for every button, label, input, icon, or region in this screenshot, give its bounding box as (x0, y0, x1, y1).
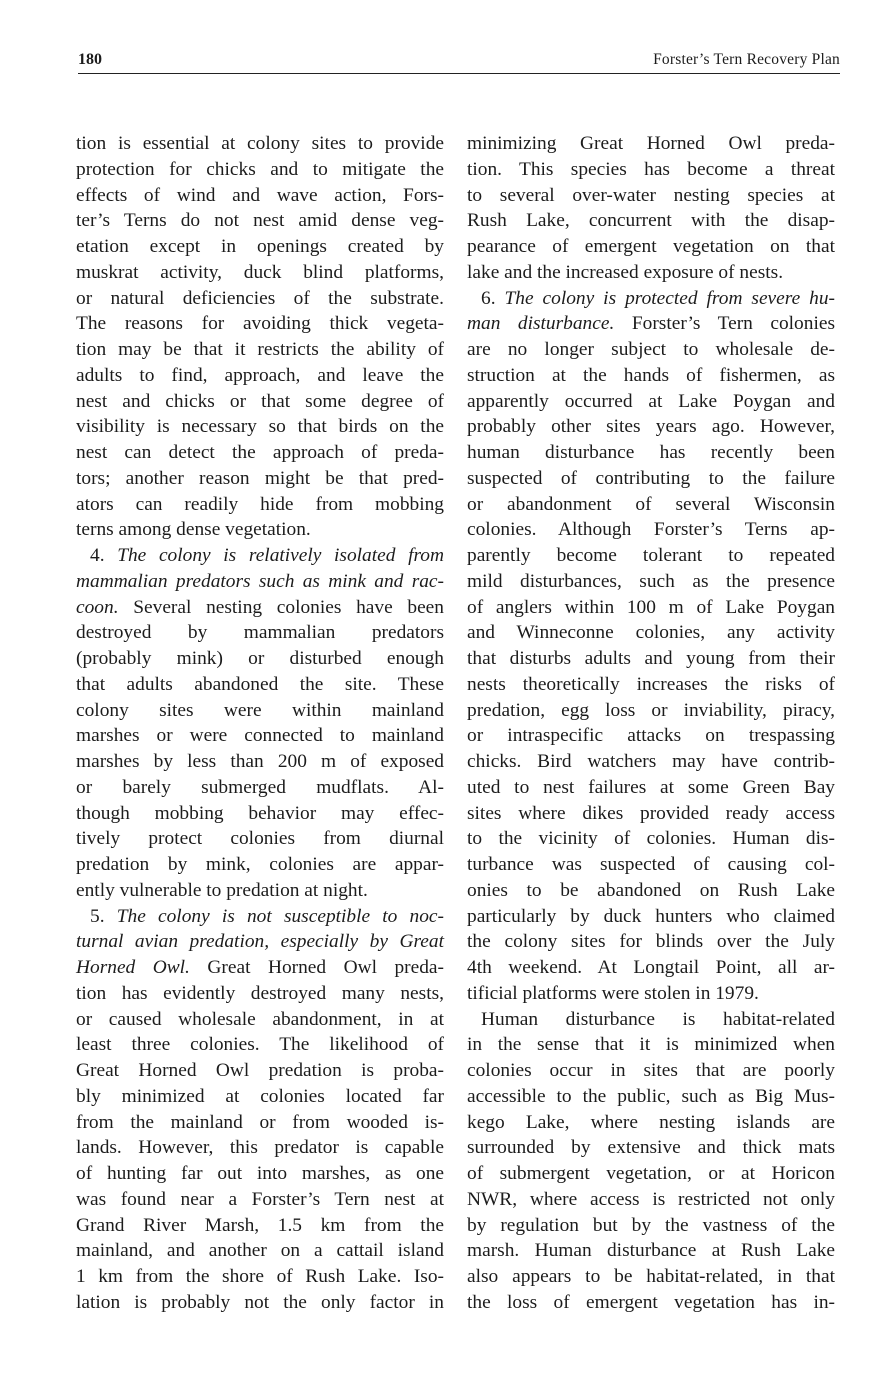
text-run: the loss of emergent vegetation has in- (467, 1291, 835, 1313)
text-run: marshes by less than 200 m of exposed (76, 751, 444, 772)
italic-run: The colony is protected from severe hu- (504, 287, 835, 309)
italic-run: Horned Owl. (76, 957, 190, 978)
text-line (467, 929, 835, 955)
text-line (76, 955, 444, 981)
text-run: struction at the hands of fishermen, as (467, 364, 835, 386)
text-line (467, 904, 835, 930)
text-run: or natural deficiencies of the substrate. (76, 287, 444, 309)
text-line (76, 1007, 444, 1033)
text-line (467, 466, 835, 492)
text-run: surrounded by extensive and thick mats (467, 1137, 835, 1159)
text-line (76, 363, 444, 389)
text-run: was found near a Forster’s Tern nest at (76, 1188, 444, 1210)
text-run: tificial platforms were stolen in 1979. (467, 982, 759, 1004)
text-line (467, 1032, 835, 1058)
text-line (467, 775, 835, 801)
text-line (467, 1290, 835, 1316)
text-run: lation is probably not the only factor in (76, 1291, 444, 1313)
text-run: of hunting far out into marshes, as one (76, 1163, 444, 1184)
text-line (467, 1084, 835, 1110)
text-run: Several nesting colonies have been (118, 596, 444, 618)
text-run: chicks. Bird watchers may have contrib- (467, 751, 835, 772)
text-line (76, 260, 444, 286)
text-line (76, 414, 444, 440)
text-run: that disturbs adults and young from their (467, 648, 835, 669)
text-line (76, 1238, 444, 1264)
text-line (76, 1264, 444, 1290)
text-run: sites where dikes provided ready access (467, 802, 835, 824)
text-run: tively protect colonies from diurnal (76, 828, 444, 850)
text-run: to the vicinity of colonies. Human dis- (467, 828, 835, 850)
text-line (76, 981, 444, 1007)
text-line (467, 414, 835, 440)
text-run: Grand River Marsh, 1.5 km from the (76, 1214, 444, 1236)
text-line (467, 517, 835, 543)
text-line (467, 723, 835, 749)
text-run: or barely submerged mudflats. Al- (76, 776, 444, 798)
text-line (467, 183, 835, 209)
text-run: Forster’s Tern colonies (614, 313, 835, 335)
text-run: human disturbance has recently been (467, 442, 835, 463)
text-run: predation, egg loss or inviability, piracy, (467, 699, 835, 721)
text-run: 4. (90, 545, 118, 566)
text-line (76, 1187, 444, 1213)
text-run: tion has evidently destroyed many nests, (76, 982, 444, 1004)
text-run: Great Horned Owl preda- (189, 957, 444, 978)
text-line (76, 337, 444, 363)
text-line (76, 311, 444, 337)
text-run: lake and the increased exposure of nests. (467, 261, 784, 283)
text-line (467, 363, 835, 389)
text-run: ators can readily hide from mobbing (76, 493, 444, 515)
text-line (467, 543, 835, 569)
text-run: particularly by duck hunters who claimed (467, 905, 835, 927)
text-run: effects of wind and wave action, Fors- (76, 184, 444, 206)
text-line (467, 440, 835, 466)
text-run: mainland, and another on a cattail island (76, 1240, 444, 1262)
text-line (76, 286, 444, 312)
text-line (467, 311, 835, 337)
text-line (467, 389, 835, 415)
text-run: 4th weekend. At Longtail Point, all ar- (467, 957, 835, 978)
text-run: protection for chicks and to mitigate the (76, 158, 444, 180)
italic-run: turnal avian predation, especially by Great (76, 931, 444, 953)
text-line (467, 852, 835, 878)
text-line (76, 1110, 444, 1136)
text-line (467, 878, 835, 904)
text-line (76, 234, 444, 260)
text-line (76, 492, 444, 518)
text-line (467, 801, 835, 827)
text-run: predation by mink, colonies are appar- (76, 854, 444, 875)
text-line (467, 646, 835, 672)
text-line (467, 981, 835, 1007)
text-run: tion. This species has become a threat (467, 158, 835, 180)
text-run: nest can detect the approach of preda- (76, 442, 444, 463)
text-run: the colony sites for blinds over the July (467, 931, 835, 953)
text-line (467, 672, 835, 698)
text-line (76, 517, 444, 543)
text-run: probably other sites years ago. However, (467, 416, 835, 438)
italic-run: The colony is not susceptible to noc- (116, 905, 444, 927)
text-run: The reasons for avoiding thick vegeta- (76, 313, 444, 335)
text-run: of anglers within 100 m of Lake Poygan (467, 596, 835, 618)
text-line (76, 595, 444, 621)
text-line (467, 620, 835, 646)
page-header (78, 48, 840, 72)
text-line (76, 826, 444, 852)
text-line (467, 492, 835, 518)
text-run: colony sites were within mainland (76, 699, 444, 721)
text-run: tion is essential at colony sites to provide (76, 133, 444, 154)
text-line (76, 852, 444, 878)
text-run: marsh. Human disturbance at Rush Lake (467, 1240, 835, 1262)
text-run: bly minimized at colonies located far (76, 1085, 444, 1107)
text-line (76, 646, 444, 672)
text-line (467, 1187, 835, 1213)
text-run: or abandonment of several Wisconsin (467, 493, 835, 515)
text-run: to several over-water nesting species at (467, 184, 835, 206)
text-line (76, 157, 444, 183)
text-line (76, 389, 444, 415)
text-run: ter’s Terns do not nest amid dense veg- (76, 210, 444, 232)
text-line (467, 131, 835, 157)
text-run: pearance of emergent vegetation on that (467, 236, 835, 257)
text-line (467, 337, 835, 363)
text-run: or intraspecific attacks on trespassing (467, 725, 835, 747)
text-line (76, 543, 444, 569)
text-run: and Winneconne colonies, any activity (467, 622, 835, 644)
text-run: ently vulnerable to predation at night. (76, 879, 368, 901)
text-run: in the sense that it is minimized when (467, 1034, 835, 1056)
text-line (76, 1135, 444, 1161)
text-run: also appears to be habitat-related, in that (467, 1266, 835, 1287)
text-run: uted to nest failures at some Green Bay (467, 776, 835, 798)
text-run: nest and chicks or that some degree of (76, 390, 444, 412)
text-column-right (467, 131, 835, 1316)
text-line (467, 826, 835, 852)
text-run: or caused wholesale abandonment, in at (76, 1008, 444, 1030)
text-line (467, 260, 835, 286)
text-line (76, 723, 444, 749)
text-line (467, 749, 835, 775)
text-run: colonies occur in sites that are poorly (467, 1060, 835, 1081)
text-line (76, 801, 444, 827)
text-run: mild disturbances, such as the presence (467, 570, 835, 592)
text-line (467, 698, 835, 724)
text-line (467, 1058, 835, 1084)
text-run: tors; another reason might be that pred- (76, 467, 444, 489)
text-line (467, 1213, 835, 1239)
italic-run: The colony is relatively isolated from (117, 545, 444, 566)
text-run: that adults abandoned the site. These (76, 673, 444, 695)
text-run: 1 km from the shore of Rush Lake. Iso- (76, 1266, 444, 1287)
text-line (467, 234, 835, 260)
text-line (467, 1238, 835, 1264)
text-run: apparently occurred at Lake Poygan and (467, 390, 835, 412)
page-number: 180 (78, 51, 102, 68)
text-run: lands. However, this predator is capable (76, 1137, 444, 1159)
text-line (467, 955, 835, 981)
text-run: of submergent vegetation, or at Horicon (467, 1163, 835, 1184)
text-line (467, 208, 835, 234)
header-rule (78, 73, 840, 74)
text-run: suspected of contributing to the failure (467, 467, 835, 489)
text-run: are no longer subject to wholesale de- (467, 339, 835, 360)
text-line (76, 1032, 444, 1058)
text-line (76, 183, 444, 209)
text-run: muskrat activity, duck blind platforms, (76, 261, 444, 283)
text-run: nests theoretically increases the risks of (467, 673, 835, 695)
text-line (76, 1084, 444, 1110)
text-run: minimizing Great Horned Owl preda- (467, 133, 835, 154)
text-run: tion may be that it restricts the ability of (76, 339, 444, 360)
text-line (76, 569, 444, 595)
text-line (76, 1161, 444, 1187)
text-line (76, 466, 444, 492)
text-line (76, 672, 444, 698)
text-line (76, 440, 444, 466)
italic-run: mammalian predators such as mink and rac- (76, 570, 444, 592)
text-line (76, 1058, 444, 1084)
text-run: Rush Lake, concurrent with the disap- (467, 210, 835, 232)
text-line (76, 1290, 444, 1316)
text-line (76, 208, 444, 234)
running-head: Forster’s Tern Recovery Plan (653, 51, 840, 68)
text-run: from the mainland or from wooded is- (76, 1111, 444, 1133)
text-line (467, 1007, 835, 1033)
text-line (467, 1161, 835, 1187)
text-line (76, 698, 444, 724)
text-line (467, 1135, 835, 1161)
text-run: 6. (481, 287, 505, 309)
text-run: (probably mink) or disturbed enough (76, 648, 444, 669)
text-column-left (76, 131, 444, 1316)
text-run: parently become tolerant to repeated (467, 545, 835, 566)
text-run: turbance was suspected of causing col- (467, 854, 835, 875)
text-line (76, 1213, 444, 1239)
text-run: etation except in openings created by (76, 236, 444, 257)
text-line (467, 286, 835, 312)
text-line (467, 1264, 835, 1290)
text-run: Human disturbance is habitat-related (481, 1008, 835, 1030)
text-line (467, 569, 835, 595)
italic-run: coon. (76, 596, 119, 618)
text-run: 5. (90, 905, 117, 927)
text-line (467, 157, 835, 183)
text-run: visibility is necessary so that birds on the (76, 416, 444, 438)
text-run: kego Lake, where nesting islands are (467, 1111, 835, 1133)
text-run: though mobbing behavior may effec- (76, 802, 444, 824)
text-run: destroyed by mammalian predators (76, 622, 444, 644)
text-run: least three colonies. The likelihood of (76, 1034, 444, 1056)
text-line (76, 620, 444, 646)
text-line (76, 929, 444, 955)
text-run: by regulation but by the vastness of the (467, 1214, 835, 1236)
text-line (467, 1110, 835, 1136)
text-run: NWR, where access is restricted not only (467, 1188, 835, 1210)
text-line (76, 131, 444, 157)
text-run: terns among dense vegetation. (76, 519, 311, 541)
italic-run: man disturbance. (467, 313, 615, 335)
text-run: colonies. Although Forster’s Terns ap- (467, 519, 835, 541)
text-line (467, 595, 835, 621)
text-line (76, 749, 444, 775)
text-line (76, 878, 444, 904)
text-line (76, 775, 444, 801)
text-run: adults to find, approach, and leave the (76, 364, 444, 386)
text-run: marshes or were connected to mainland (76, 725, 444, 747)
text-run: Great Horned Owl predation is proba- (76, 1060, 444, 1081)
text-run: onies to be abandoned on Rush Lake (467, 879, 835, 901)
text-run: accessible to the public, such as Big Mus- (467, 1085, 835, 1107)
text-line (76, 904, 444, 930)
